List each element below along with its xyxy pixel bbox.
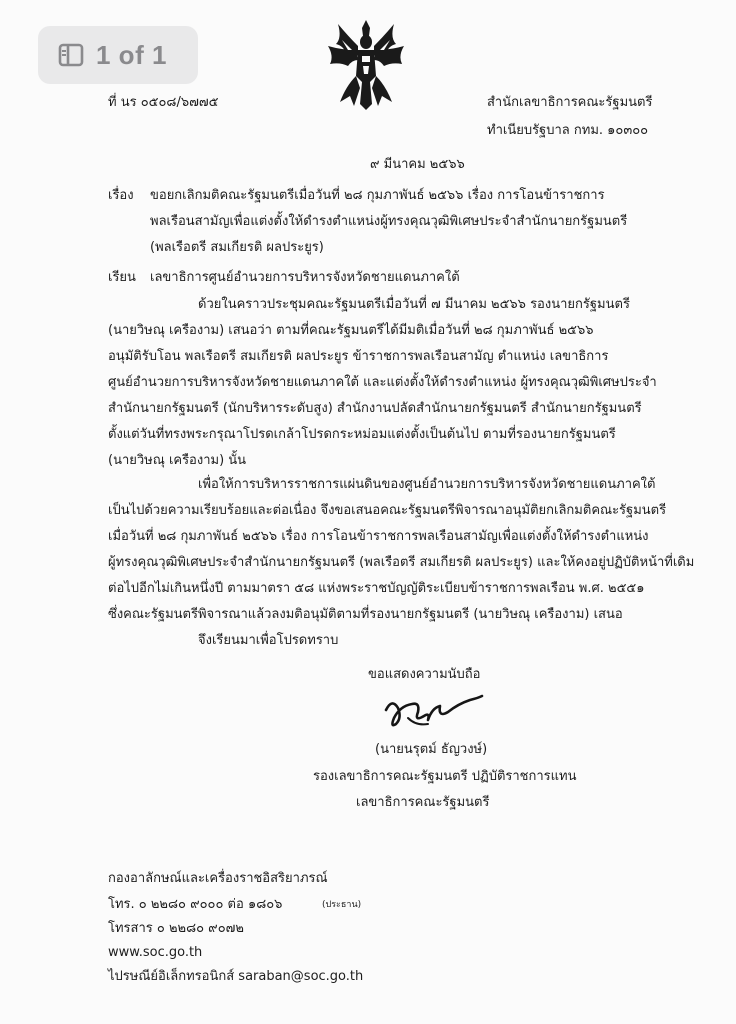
footer-website[interactable]: www.soc.go.th	[108, 945, 203, 960]
document-pages-icon	[58, 43, 84, 67]
closing-regards: ขอแสดงความนับถือ	[368, 667, 481, 682]
office-address: ทำเนียบรัฐบาล กทม. ๑๐๓๐๐	[487, 123, 649, 138]
paragraph-line: ซึ่งคณะรัฐมนตรีพิจารณาแล้วลงมติอนุมัติตามที่รองนายกรัฐมนตรี (นายวิษณุ เครืองาม) เสนอ	[108, 607, 623, 622]
paragraph-line: ต่อไปอีกไม่เกินหนึ่งปี ตามมาตรา ๕๘ แห่งพระราชบัญญัติระเบียบข้าราชการพลเรือน พ.ศ. ๒๕๕๑	[108, 581, 645, 596]
signatory-name: (นายนรุตม์ ธัญวงษ์)	[375, 742, 488, 757]
garuda-emblem-icon	[318, 16, 414, 112]
recipient-label: เรียน	[108, 270, 136, 285]
subject-line: ขอยกเลิกมติคณะรัฐมนตรีเมื่อวันที่ ๒๘ กุมภาพันธ์ ๒๕๖๖ เรื่อง การโอนข้าราชการ	[150, 188, 605, 203]
paragraph-line: เป็นไปด้วยความเรียบร้อยและต่อเนื่อง จึงขอเสนอคณะรัฐมนตรีพิจารณาอนุมัติยกเลิกมติคณะรัฐมนตรี	[108, 503, 667, 518]
paragraph-line: ด้วยในคราวประชุมคณะรัฐมนตรีเมื่อวันที่ ๗ มีนาคม ๒๕๖๖ รองนายกรัฐมนตรี	[198, 297, 630, 312]
footer-email[interactable]: ไปรษณีย์อิเล็กทรอนิกส์ saraban@soc.go.th	[108, 969, 364, 984]
reference-number: ที่ นร ๐๕๐๘/๖๗๗๕	[108, 95, 219, 110]
footer-division: กองอาลักษณ์และเครื่องราชอิสริยาภรณ์	[108, 871, 328, 886]
signature-image	[378, 688, 488, 732]
footer-phone-note: (ประธาน)	[322, 900, 362, 910]
recipient-name: เลขาธิการศูนย์อำนวยการบริหารจังหวัดชายแดนภาคใต้	[150, 270, 460, 285]
paragraph-line: ผู้ทรงคุณวุฒิพิเศษประจำสำนักนายกรัฐมนตรี (พลเรือตรี สมเกียรติ ผลประยูร) และให้คงอยู่ปฏิบัติหน้าที่เดิม	[108, 555, 695, 570]
paragraph-line: อนุมัติรับโอน พลเรือตรี สมเกียรติ ผลประยูร ข้าราชการพลเรือนสามัญ ตำแหน่ง เลขาธิการ	[108, 349, 609, 364]
subject-line: พลเรือนสามัญเพื่อแต่งตั้งให้ดำรงตำแหน่งผู้ทรงคุณวุฒิพิเศษประจำสำนักนายกรัฐมนตรี	[150, 214, 628, 229]
signatory-title: เลขาธิการคณะรัฐมนตรี	[356, 795, 490, 810]
page-indicator[interactable]	[38, 26, 198, 84]
paragraph-line: ศูนย์อำนวยการบริหารจังหวัดชายแดนภาคใต้ และแต่งตั้งให้ดำรงตำแหน่ง ผู้ทรงคุณวุฒิพิเศษประจำ	[108, 375, 657, 390]
page-count-label: 1 of 1	[96, 39, 167, 70]
letter-date: ๙ มีนาคม ๒๕๖๖	[370, 157, 465, 172]
paragraph-line: เพื่อให้การบริหารราชการแผ่นดินของศูนย์อำนวยการบริหารจังหวัดชายแดนภาคใต้	[198, 477, 656, 492]
signatory-title: รองเลขาธิการคณะรัฐมนตรี ปฏิบัติราชการแทน	[313, 769, 577, 784]
issuing-office: สำนักเลขาธิการคณะรัฐมนตรี	[487, 95, 653, 110]
paragraph-line: สำนักนายกรัฐมนตรี (นักบริหารระดับสูง) สำนักงานปลัดสำนักนายกรัฐมนตรี สำนักนายกรัฐมนตรี	[108, 401, 642, 416]
paragraph-line: เมื่อวันที่ ๒๘ กุมภาพันธ์ ๒๕๖๖ เรื่อง การโอนข้าราชการพลเรือนสามัญเพื่อแต่งตั้งให้ดำรงตำแหน่ง	[108, 529, 649, 544]
paragraph-line: (นายวิษณุ เครืองาม) นั้น	[108, 453, 247, 468]
subject-label: เรื่อง	[108, 188, 134, 203]
paragraph-line: ตั้งแต่วันที่ทรงพระกรุณาโปรดเกล้าโปรดกระหม่อมแต่งตั้งเป็นต้นไป ตามที่รองนายกรัฐมนตรี	[108, 427, 616, 442]
subject-line: (พลเรือตรี สมเกียรติ ผลประยูร)	[150, 240, 324, 255]
closing-request: จึงเรียนมาเพื่อโปรดทราบ	[198, 633, 339, 648]
footer-phone: โทร. ๐ ๒๒๘๐ ๙๐๐๐ ต่อ ๑๘๐๖	[108, 897, 283, 912]
footer-fax: โทรสาร ๐ ๒๒๘๐ ๙๐๗๒	[108, 921, 244, 936]
paragraph-line: (นายวิษณุ เครืองาม) เสนอว่า ตามที่คณะรัฐมนตรีได้มีมติเมื่อวันที่ ๒๘ กุมภาพันธ์ ๒๕๖๖	[108, 323, 594, 338]
